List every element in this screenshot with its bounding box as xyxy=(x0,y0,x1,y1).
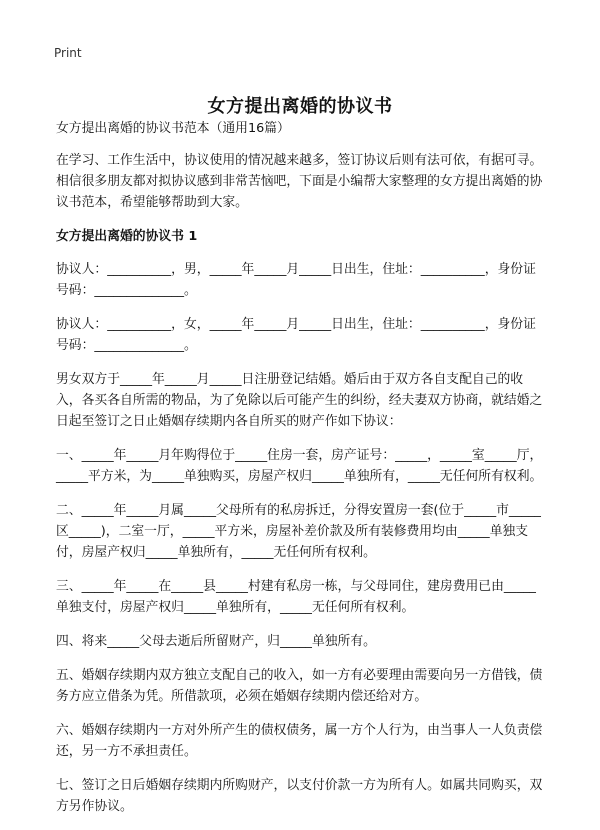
intro-paragraph: 在学习、工作生活中，协议使用的情况越来越多，签订协议后则有法可依，有据可寻。相信很多朋友都对拟协议感到非常苦恼吧，下面是小编帮大家整理的女方提出离婚的协议书范本，希望能够帮助到大家。 xyxy=(56,153,543,210)
clause-3: 三、_____年_____在_____县_____村建有私房一栋，与父母同住，建房费用已由_____单独支付，房屋产权归_____单独所有，_____无任何所有权利。 xyxy=(56,579,536,615)
party-female-paragraph: 协议人：__________，女，_____年_____月_____日出生，住址：__________，身份证号码：______________。 xyxy=(56,317,536,353)
document-body xyxy=(56,118,546,830)
document-subtitle: 女方提出离婚的协议书范本（通用16篇） xyxy=(56,121,290,136)
party-male-paragraph: 协议人：__________，男，_____年_____月_____日出生，住址：__________，身份证号码：______________。 xyxy=(56,262,536,298)
clause-7: 七、签订之日后婚姻存续期内所购财产，以支付价款一方为所有人。如属共同购买，双方另作协议。 xyxy=(56,778,543,814)
clause-1: 一、_____年_____月年购得位于_____住房一套，房产证号：_____，_____室_____厅，_____平方米，为_____单独购买，房屋产权归_____单独所有，_____无任何所有权利。 xyxy=(56,448,543,484)
clause-5: 五、婚姻存续期内双方独立支配自己的收入，如一方有必要理由需要向另一方借钱，债务方应立借条为凭。所借款项，必须在婚姻存续期内偿还给对方。 xyxy=(56,668,543,704)
document-title: 女方提出离婚的协议书 xyxy=(207,96,393,118)
section-heading: 女方提出离婚的协议书 1 xyxy=(56,229,198,244)
clause-4: 四、将来_____父母去逝后所留财产，归_____单独所有。 xyxy=(56,634,376,649)
marriage-paragraph: 男女双方于_____年_____月_____日注册登记结婚。婚后由于双方各自支配自己的收入，各买各自所需的物品，为了免除以后可能产生的纠纷，经夫妻双方协商，就结婚之日起至签订之日止婚姻存续期内各自所买的财产作如下协议： xyxy=(56,372,543,429)
print-link[interactable]: Print xyxy=(54,46,82,60)
clause-2: 二、_____年_____月属_____父母所有的私房拆迁，分得安置房一套(位于_____市_____区_____)，二室一厅，_____平方米，房屋补差价款及所有装修费用均由_____单独支付，房屋产权归_____单独所有，_____无任何所有权利。 xyxy=(56,503,541,560)
clause-6: 六、婚姻存续期内一方对外所产生的债权债务，属一方个人行为，由当事人一人负责偿还，另一方不承担责任。 xyxy=(56,723,543,759)
